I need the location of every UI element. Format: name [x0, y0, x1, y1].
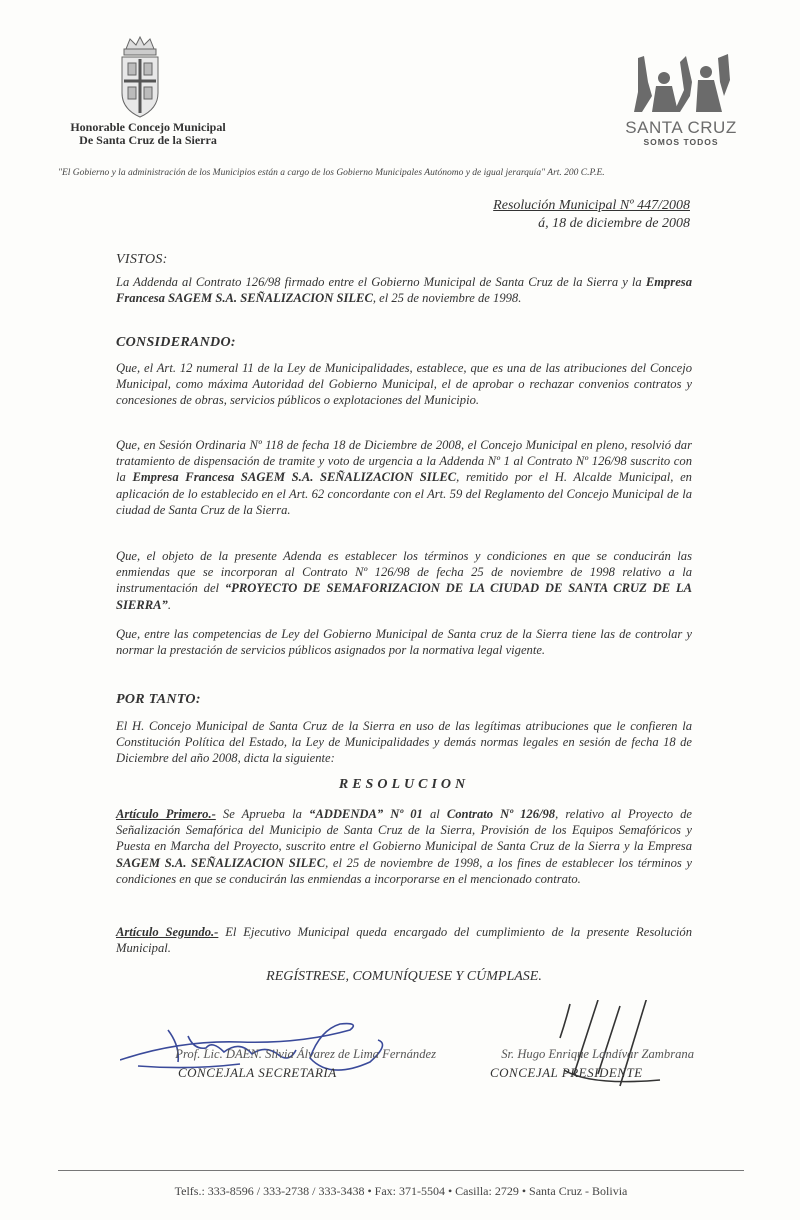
text: Que, el objeto de la presente Adenda es establecer los términos y condiciones en que se conducirán las enmiendas que se incorporan al Contrato Nº 126/98 de fecha 25 de noviembre de 1998 relativo a la instrumentación del	[116, 549, 692, 596]
contract-ref: Contrato Nº 126/98	[446, 807, 556, 821]
text: Que, en Sesión Ordinaria Nº 118 de fecha 18 de Diciembre de 2008, el Concejo Municipal en pleno, resolvió dar tratamiento de dispensación de tramite y voto de urgencia a la Addenda Nº 1 al Contrato Nº 126/98 suscrito con la	[116, 438, 692, 485]
closing-formula: REGÍSTRESE, COMUNÍQUESE Y CÚMPLASE.	[266, 969, 542, 984]
project-name: “PROYECTO DE SEMAFORIZACION DE LA CIUDAD DE SANTA CRUZ DE LA SIERRA”	[116, 581, 692, 612]
council-line-2: De Santa Cruz de la Sierra	[79, 133, 217, 147]
portanto-heading: POR TANTO:	[116, 692, 201, 707]
council-line-1: Honorable Concejo Municipal	[70, 120, 226, 134]
text: La Addenda al Contrato 126/98 firmado entre el Gobierno Municipal de Santa Cruz de la Sierra y la	[116, 275, 646, 289]
resolucion-heading: RESOLUCION	[338, 777, 470, 792]
logo-subtitle: SOMOS TODOS	[643, 137, 719, 147]
considerando-paragraph-1: Que, el Art. 12 numeral 11 de la Ley de Municipalidades, establece, que es una de las atribuciones del Concejo Municipal, como máxima Autoridad del Gobierno Municipal, el de aprobar o rechazar convenios contratos y concesiones de obras, servicios públicos o explotaciones del Municipio.	[116, 361, 692, 408]
constitution-quote: "El Gobierno y la administración de los Municipios están a cargo de los Gobierno Municipales Autónomo y de igual jerarquía" Art. 200 C.P.E.	[58, 168, 605, 178]
article-second-label: Artículo Segundo.-	[116, 925, 219, 939]
text: Se Aprueba la	[215, 807, 310, 821]
considerando-paragraph-3	[116, 548, 692, 613]
santa-cruz-logo	[618, 52, 744, 147]
right-signatory-name: Sr. Hugo Enrique Landívar Zambrana	[501, 1047, 694, 1061]
portanto-paragraph: El H. Concejo Municipal de Santa Cruz de la Sierra en uso de las legítimas atribuciones que le confieren la Constitución Política del Estado, la Ley de Municipalidades y demás normas legales en sesión de fecha 18 de Diciembre del año 2008, dicta la siguiente:	[116, 719, 692, 766]
company-name: Empresa Francesa SAGEM S.A. SEÑALIZACION SILEC	[132, 470, 457, 485]
council-name	[60, 121, 236, 147]
company-name: Empresa Francesa SAGEM S.A. SEÑALIZACION SILEC	[116, 275, 692, 306]
left-signatory-name: Prof. Lic. DAEN. Silvia Álvarez de Lima Fernández	[175, 1047, 436, 1061]
text: , relativo al Proyecto de Señalización Semafórica del Municipio de Santa Cruz de la Sierra, Provisión de los Equipos Semafóricos y Puesta en Marcha del Proyecto, suscrito entre el Gobierno Municipal de Santa Cruz de la Sierra y la Empresa	[116, 807, 693, 854]
text: , el 25 de noviembre de 1998, a los fines de establecer los términos y condiciones en que se conducirán las enmiendas a incorporarse en el mencionado contrato.	[116, 855, 692, 886]
considerando-heading: CONSIDERANDO:	[116, 335, 236, 350]
right-signatory-role: CONCEJAL PRESIDENTE	[490, 1065, 643, 1080]
people-figures-icon	[618, 52, 744, 114]
company-name: SAGEM S.A. SEÑALIZACION SILEC	[116, 855, 326, 870]
addenda-ref: “ADDENDA” Nº 01	[309, 807, 423, 821]
footer-divider	[58, 1170, 744, 1171]
resolution-number: Resolución Municipal Nº 447/2008	[493, 198, 690, 213]
text: .	[167, 597, 171, 612]
article-first-label: Artículo Primero.-	[116, 807, 216, 821]
vistos-paragraph	[116, 274, 692, 306]
left-signatory-role: CONCEJALA SECRETARIA	[178, 1065, 337, 1080]
text: , el 25 de noviembre de 1998.	[372, 291, 522, 306]
text: El Ejecutivo Municipal queda encargado del cumplimiento de la presente Resolución Municipal.	[116, 925, 692, 956]
text: al	[422, 807, 447, 821]
logo-title: SANTA CRUZ	[625, 118, 737, 137]
article-first	[116, 806, 692, 887]
resolution-date: á, 18 de diciembre de 2008	[538, 216, 690, 231]
article-second	[116, 924, 692, 956]
considerando-paragraph-4: Que, entre las competencias de Ley del Gobierno Municipal de Santa cruz de la Sierra tiene las de controlar y normar la prestación de servicios públicos asignados por la normativa legal vigente.	[116, 627, 692, 658]
text: , remitido por el H. Alcalde Municipal, en aplicación de lo establecido en el Art. 62 concordante con el Art. 59 del Reglamento del Concejo Municipal de la ciudad de Santa Cruz de la Sierra.	[116, 470, 692, 517]
considerando-paragraph-2	[116, 437, 692, 518]
footer-contact: Telfs.: 333-8596 / 333-2738 / 333-3438 • Fax: 371-5504 • Casilla: 2729 • Santa Cruz - Bolivia	[174, 1184, 628, 1198]
vistos-heading: VISTOS:	[116, 252, 168, 267]
coat-of-arms-icon	[112, 35, 168, 121]
